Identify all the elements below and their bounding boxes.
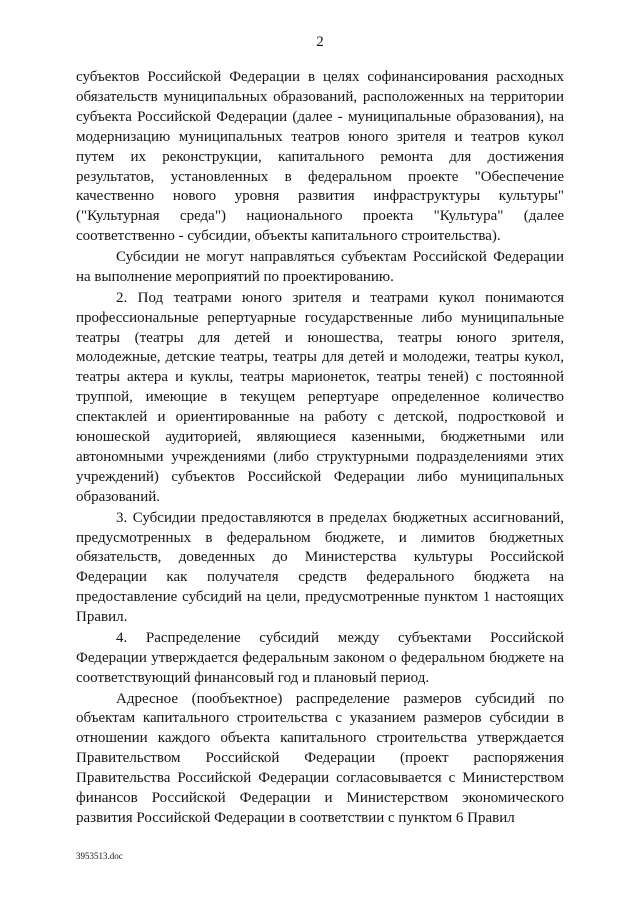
document-body [76,68,564,829]
paragraph-5: 4. Распределение субсидий между субъектами Российской Федерации утверждается федеральным законом о федеральном бюджете на соответствующий финансовый год и плановый период. [76,629,564,686]
paragraph-3: 2. Под театрами юного зрителя и театрами кукол понимаются профессиональные репертуарные государственные либо муниципальные театры (театры для детей и юношества, театры юного зрителя, молодежные, детские театры, театры для детей и молодежи, театры кукол, театры актера и куклы, театры марионеток, театры теней) с постоянной труппой, имеющие в текущем репертуаре определенное количество спектаклей и ориентированные на работу с детской, подростковой и юношеской аудиторией, являющиеся казенными, бюджетными или автономными учреждениями (либо структурными подразделениями этих учреждений) субъектов Российской Федерации либо муниципальных образований. [76,289,564,505]
paragraph-1: субъектов Российской Федерации в целях софинансирования расходных обязательств муниципальных образований, расположенных на территории субъекта Российской Федерации (далее - муниципальные образования), на модернизацию муниципальных театров юного зрителя и театров кукол путем их реконструкции, капитального ремонта для достижения результатов, установленных в федеральном проекте "Обеспечение качественно нового уровня развития инфраструктуры культуры" ("Культурная среда") национального проекта "Культура" (далее соответственно - субсидии, объекты капитального строительства). [76,69,564,245]
page-number: 2 [316,34,324,50]
paragraph-4: 3. Субсидии предоставляются в пределах бюджетных ассигнований, предусмотренных в федеральном бюджете, и лимитов бюджетных обязательств, доведенных до Министерства культуры Российской Федерации как получателя средств федерального бюджета на предоставление субсидий на цели, предусмотренные пунктом 1 настоящих Правил. [76,509,564,626]
document-code: 3953513.doc [76,851,123,861]
paragraph-6: Адресное (пообъектное) распределение размеров субсидий по объектам капитального строительства с указанием размеров субсидии в отношении каждого объекта капитального строительства утверждается Правительством Российской Федерации (проект распоряжения Правительства Российской Федерации согласовывается с Министерством финансов Российской Федерации и Министерством экономического развития Российской Федерации в соответствии с пунктом 6 Правил [76,690,564,826]
paragraph-2: Субсидии не могут направляться субъектам Российской Федерации на выполнение мероприятий по проектированию. [76,249,564,285]
